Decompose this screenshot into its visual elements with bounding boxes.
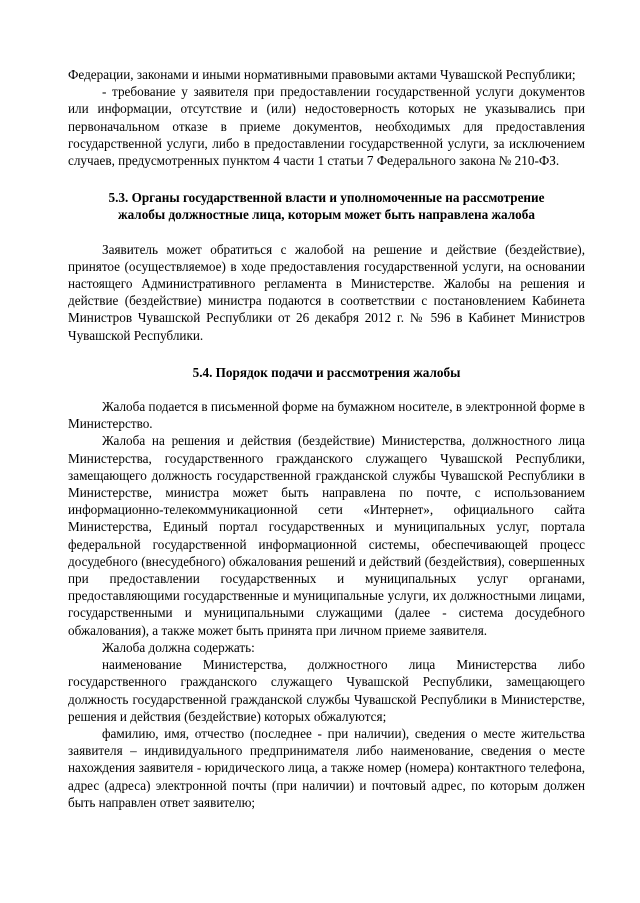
document-body xyxy=(68,66,585,811)
section-heading-5-3-line2: жалобы должностные лица, которым может быть направлена жалоба xyxy=(118,207,535,223)
paragraph-5-4-form: Жалоба подается в письменной форме на бумажном носителе, в электронной форме в Министерство. xyxy=(68,399,585,432)
spacer xyxy=(68,224,585,241)
section-heading-5-4: 5.4. Порядок подачи и рассмотрения жалобы xyxy=(192,364,461,380)
paragraph-5-4-channels: Жалоба на решения и действия (бездействие) Министерства, должностного лица Министерства, государственного гражданского служащего Чувашской Республики, замещающего должность государственной гражданской службы Чувашской Республики в Министерстве, министра может быть направлена по почте, с использованием информационно-телекоммуникационной сети «Интернет», официального сайта Министерства, Единый портал государственных и муниципальных услуг, портала федеральной государственной информационной системы, обеспечивающей процесс досудебного (внесудебного) обжалования решений и действий (бездействия), совершенных при предоставлении государственных и муниципальных услуг органами, предоставляющими государственные и муниципальные услуги, их должностными лицами, государственными и муниципальными служащими (далее - система досудебного обжалования), а также может быть принята при личном приеме заявителя. xyxy=(68,433,585,638)
section-heading-5-3-line1: 5.3. Органы государственной власти и уполномоченные на рассмотрение xyxy=(108,190,545,206)
spacer xyxy=(68,169,585,189)
paragraph-continuation: Федерации, законами и иными нормативными правовыми актами Чувашской Республики; xyxy=(68,67,576,82)
paragraph-requirement-item: - требование у заявителя при предоставлении государственной услуги документов или информации, отсутствие и (или) недостоверность которых не указывались при первоначальном отказе в приеме документов, необходимых для предоставления государственной услуги, либо в предоставлении государственной услуги, за исключением случаев, предусмотренных пунктом 4 части 1 статьи 7 Федерального закона № 210-ФЗ. xyxy=(68,84,585,169)
paragraph-5-4-contents-intro: Жалоба должна содержать: xyxy=(102,639,255,655)
paragraph-section-5-3: Заявитель может обратиться с жалобой на решение и действие (бездействие), принятое (осуществляемое) в ходе предоставления государственной услуги, на основании настоящего Административного регламента в Министерстве. Жалобы на решения и действие (бездействие) министра подаются в соответствии с постановлением Кабинета Министров Чувашской Республики от 26 декабря 2012 г. № 596 в Кабинет Министров Чувашской Республики. xyxy=(68,241,585,343)
spacer xyxy=(68,381,585,398)
paragraph-5-4-contents-applicant: фамилию, имя, отчество (последнее - при наличии), сведения о месте жительства заявителя – индивидуального предпринимателя либо наименование, сведения о месте нахождения заявителя - юридического лица, а также номер (номера) контактного телефона, адрес (адреса) электронной почты (при наличии) и почтовый адрес, по которым должен быть направлен ответ заявителю; xyxy=(68,725,585,810)
spacer xyxy=(68,344,585,364)
paragraph-5-4-contents-name: наименование Министерства, должностного лица Министерства либо государственного гражданского служащего Чувашской Республики, замещающего должность государственной гражданской службы Чувашской Республики в Министерстве, решения и действия (бездействие) которых обжалуются; xyxy=(68,657,585,724)
